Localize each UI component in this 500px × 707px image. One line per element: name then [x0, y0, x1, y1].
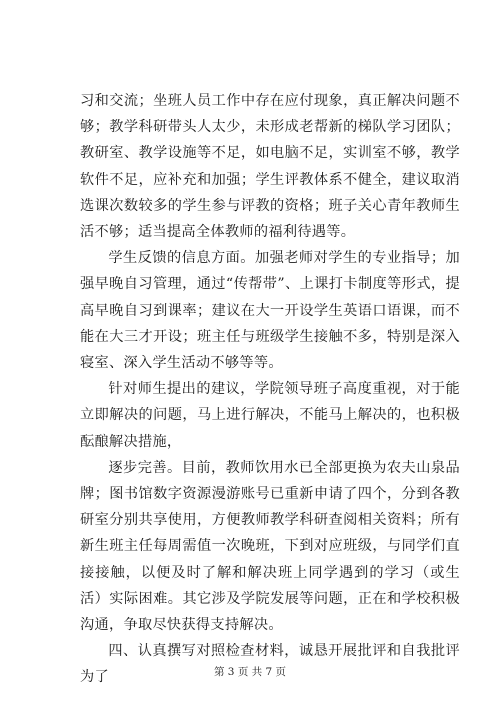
page-number-footer: 第 3 页 共 7 页 — [213, 666, 287, 678]
document-body — [80, 88, 460, 691]
paragraph-student-feedback: 学生反馈的信息方面。加强老师对学生的专业指导；加强早晚自习管理，通过“传帮带”、上课打卡制度等形式，提高早晚自习到课率；建议在大一开设学生英语口语课，而不能在大三才开设；班主任与班级学生接触不多，特别是深入寝室、深入学生活动不够等等。 — [80, 250, 460, 372]
paragraph-section-four-heading: 四、认真撰写对照检查材料，诚恳开展批评和自我批评为了 — [80, 643, 460, 686]
paragraph-teacher-feedback: 习和交流；坐班人员工作中存在应付现象，真正解决问题不够；教学科研带头人太少，未形成老帮新的梯队学习团队；教研室、教学设施等不足，如电脑不足，实训室不够，教学软件不足，应补充和加强；学生评教体系不健全，建议取消选课次数较多的学生参与评教的资格；班子关心青年教师生活不够；适当提高全体教师的福利待遇等。 — [80, 93, 460, 241]
paragraph-leadership-response: 针对师生提出的建议，学院领导班子高度重视，对于能立即解决的问题，马上进行解决，不能马上解决的，也积极酝酿解决措施， — [80, 381, 460, 450]
paragraph-improvements: 逐步完善。目前，教师饮用水已全部更换为农夫山泉品牌；图书馆数字资源漫游账号已重新申请了四个，分到各教研室分别共享使用，方便教师教学科研查阅相关资料；所有新生班主任每周需值一次晚班，下到对应班级，与同学们直接接触，以便及时了解和解决班上同学遇到的学习（或生活）实际困难。其它涉及学院发展等问题，正在和学校积极沟通，争取尽快获得支持解决。 — [80, 459, 460, 634]
